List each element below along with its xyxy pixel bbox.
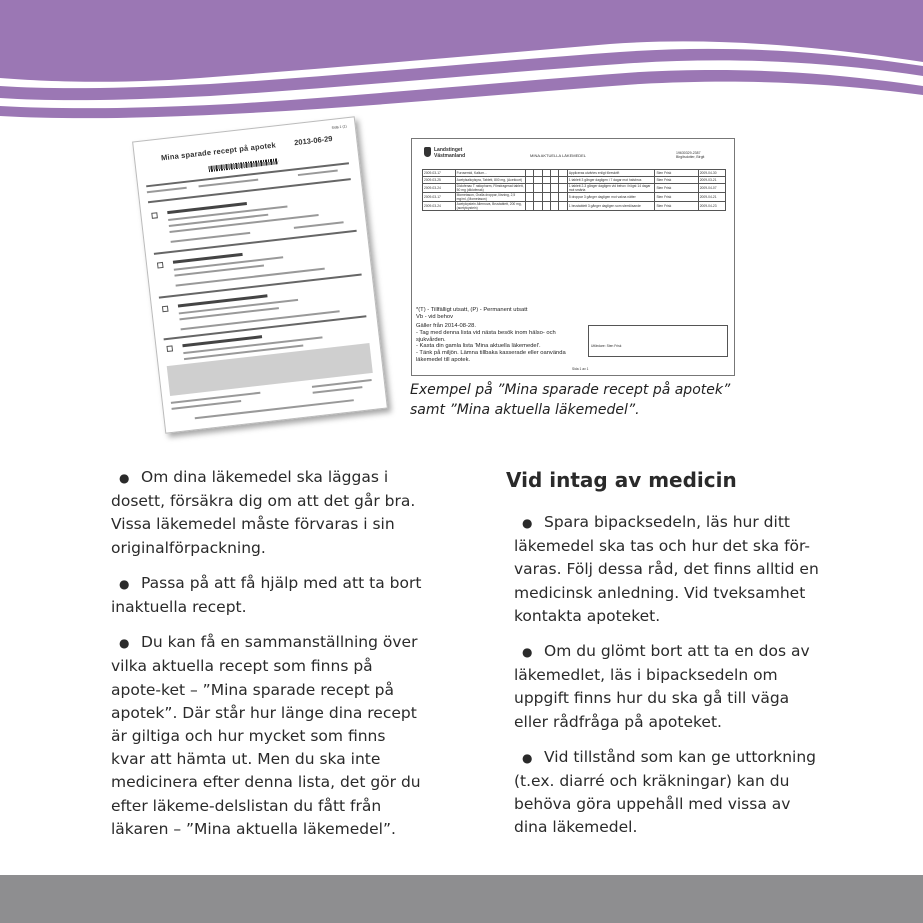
cell-flag	[542, 202, 550, 211]
medication-row	[423, 193, 726, 202]
bullet-icon: ●	[522, 750, 533, 765]
cell-flag	[542, 193, 550, 202]
text-line	[171, 232, 251, 243]
note-line: *(T) - Tillfälligt utsatt, (P) - Permanent utsatt	[416, 307, 528, 313]
cell-date: 2009-03-24	[423, 184, 456, 193]
patient-id: 19630329-2387	[676, 151, 701, 155]
cell-dose: 5 droppar 3 gånger dagligen mot vakna nätter	[567, 193, 655, 202]
medication-row	[423, 177, 726, 184]
list-item-text: Om du glömt bort att ta en dos av läkemedlet, läs i bipacksedeln om uppgift finns hur du ska gå till väga eller rådfråga på apoteket.	[514, 642, 810, 731]
cell-date: 2009-03-17	[423, 193, 456, 202]
cell-flag	[559, 170, 567, 177]
checkbox-graphic	[166, 345, 173, 352]
cell-valid: 2009-04-30	[698, 170, 725, 177]
cell-flag	[534, 202, 542, 211]
cell-flag	[551, 193, 559, 202]
medication-row	[423, 184, 726, 193]
cell-flag	[551, 170, 559, 177]
cell-drug: Diclofenac T ratiopharm, Filmdragerad tablett, 50 mg (diklofenak)	[456, 184, 524, 192]
bullet-icon: ●	[119, 471, 130, 485]
checkbox-graphic	[151, 212, 158, 219]
cell-flag	[534, 170, 542, 177]
note-line: - Tag med denna lista vid nästa besök inom hälso- och sjukvården.	[416, 330, 556, 343]
text-line	[313, 386, 363, 394]
cell-drug: Acetylcystein Allernova, Brustablett, 200 mg, (acetylcystein)	[455, 202, 525, 211]
footer-bar	[0, 875, 923, 923]
list-item-text: Passa på att få hjälp med att ta bort inaktuella recept.	[111, 573, 422, 617]
note-line: Vb - vid behov	[416, 314, 454, 320]
note-line: - Tänk på miljön. Lämna tillbaka kasserade eller oanvända läkemedel till apotek.	[416, 350, 566, 363]
bullet-icon: ●	[119, 636, 130, 651]
cell-flag	[542, 170, 550, 177]
text-line	[147, 187, 187, 194]
divider	[154, 230, 357, 255]
recept-date: 2013-06-29	[293, 133, 333, 148]
recept-page-number: Sida 1 (1)	[331, 124, 347, 130]
patient-info	[676, 151, 704, 159]
cell-flag	[551, 202, 559, 211]
cell-flag	[534, 177, 542, 184]
right-column	[514, 511, 820, 852]
recept-title: Mina sparade recept på apotek	[160, 140, 277, 163]
left-column	[111, 466, 423, 853]
note-line: - Kasta din gamla lista 'Mina aktuella läkemedel'.	[416, 343, 541, 349]
cell-flag	[559, 202, 567, 211]
bullet-icon: ●	[522, 645, 533, 660]
medication-row	[423, 202, 726, 211]
cell-drug: Mometason, Oralla droppar, lösning, 2,5 mg/ml, (Mometason)	[455, 193, 525, 202]
text-line	[198, 179, 258, 188]
cell-flag	[542, 184, 550, 193]
cell-prescriber: Sten Frisk	[655, 202, 698, 211]
caption-line-2: samt ”Mina aktuella läkemedel”.	[410, 402, 640, 418]
cell-date: 2009-03-24	[423, 202, 456, 211]
cell-dose: 1 tablett 3 gånger dagligen i 7 dagar mot halsbrus	[567, 177, 655, 184]
cell-flag	[542, 177, 550, 184]
cell-flag	[525, 184, 533, 193]
valid-from: Gäller från 2014-08-28.	[416, 323, 476, 329]
list-item	[514, 511, 820, 628]
cell-date: 2009-03-17	[423, 170, 456, 177]
image-caption	[410, 380, 740, 420]
cell-flag	[551, 177, 559, 184]
cell-prescriber: Sten Frisk	[655, 177, 698, 184]
list-item	[514, 640, 820, 734]
list-item-text: Om dina läkemedel ska läggas i dosett, försäkra dig om att det går bra. Vissa läkemedel måste förvaras i sin originalförpackning.	[111, 468, 416, 557]
patient-name: Birgitsdotter, Birgit	[676, 155, 705, 159]
cell-prescriber: Sten Frisk	[655, 170, 698, 177]
cell-flag	[534, 184, 542, 193]
bullet-icon: ●	[119, 576, 130, 591]
logo-line-2: Västmanland	[434, 153, 466, 159]
cell-flag	[525, 170, 533, 177]
list-item-text: Du kan få en sammanställning över vilka aktuella recept som finns på apote-ket – ”Mina sparade recept på apotek”. Där står hur länge dina recept är giltiga och hur mycket som finns kvar att hämta ut. Men du ska inte medicinera efter denna lista, det gör du efter läkeme-delslistan du fått från läkaren – ”Mina aktuella läkemedel”.	[111, 633, 421, 838]
medication-row	[423, 170, 726, 177]
lakemedel-heading: MINA AKTUELLA LÄKEMEDEL	[530, 153, 587, 158]
cell-drug: Furosemid, Kalium...	[455, 170, 525, 177]
cell-flag	[525, 177, 533, 184]
list-item-text: Spara bipacksedeln, läs hur ditt läkemedel ska tas och hur det ska för-varas. Följ dessa råd, det finns alltid en medicinsk anledning. Vid tveksamhet kontakta apoteket.	[514, 513, 819, 625]
cell-valid: 2009-04-23	[698, 202, 725, 211]
cell-flag	[559, 177, 567, 184]
cell-prescriber: Sten Frisk	[655, 193, 698, 202]
checkbox-graphic	[162, 306, 169, 313]
cell-prescriber: Sten Frisk	[655, 184, 698, 193]
list-item-text: Vid tillstånd som kan ge uttorkning (t.ex. diarré och kräkningar) kan du behöva göra uppehåll med vissa av dina läkemedel.	[514, 747, 817, 837]
list-item	[111, 466, 423, 560]
text-line	[176, 268, 325, 287]
cell-dose: 1 brustablett 3 gånger dagligen som slemlösande	[567, 202, 655, 211]
cell-flag	[525, 193, 533, 202]
cell-valid: 2009-04-07	[698, 184, 725, 193]
bullet-icon: ●	[522, 516, 533, 530]
lakemedel-page-number: Sida 1 av 1	[572, 367, 589, 371]
text-line	[298, 170, 338, 177]
cell-flag	[559, 193, 567, 202]
text-line	[294, 221, 344, 229]
checkbox-graphic	[157, 262, 164, 269]
cell-drug: Acetylsalicylsyra, Tablett, 800 mg, (Aceticort)	[455, 177, 525, 184]
cell-dose: Appliceras utvärtes enligt föreskrift	[567, 170, 655, 177]
signature-box	[588, 325, 728, 357]
cell-flag	[525, 202, 533, 211]
caption-line-1: Exempel på ”Mina sparade recept på apotek”	[410, 382, 731, 398]
mina-aktuella-lakemedel-document	[411, 138, 735, 376]
landsting-logo-icon	[424, 147, 431, 157]
list-item	[111, 631, 423, 841]
cell-flag	[534, 193, 542, 202]
section-heading: Vid intag av medicin	[506, 468, 737, 492]
cell-flag	[559, 184, 567, 193]
cell-valid: 2009-03-21	[698, 177, 725, 184]
medication-table	[422, 169, 726, 211]
signature-line: Utfärdare: Sten Frisk	[591, 344, 622, 348]
mina-sparade-recept-document	[132, 116, 388, 433]
landsting-logo-text	[434, 147, 465, 159]
cell-dose: 1 tablett 2-3 gånger dagligen vid behov i högst 14 dagar mot smärta	[567, 184, 655, 193]
cell-flag	[551, 184, 559, 193]
logo-line-1: Landstinget	[434, 147, 463, 153]
list-item	[111, 572, 423, 619]
header-wave-banner	[0, 0, 923, 125]
text-line	[312, 379, 372, 388]
cell-date: 2009-03-25	[423, 177, 456, 184]
cell-valid: 2009-04-21	[698, 193, 725, 202]
list-item	[514, 746, 820, 840]
barcode-graphic	[208, 158, 278, 172]
